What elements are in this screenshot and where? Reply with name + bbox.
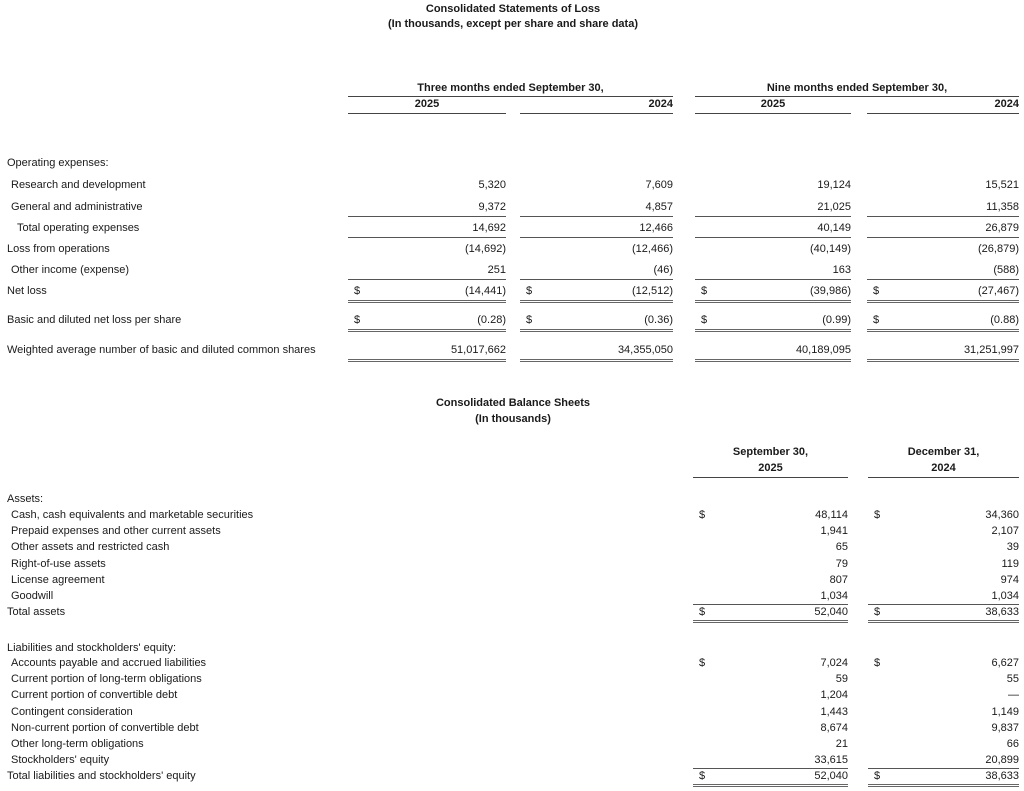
value-cell: [693, 754, 848, 769]
value-cell: [868, 657, 1019, 671]
group-header-rule: [348, 96, 673, 97]
value: 1,204: [820, 689, 848, 702]
value-cell: [868, 706, 1019, 720]
value: 40,149: [817, 222, 851, 234]
value: 4,857: [645, 201, 673, 213]
section-label-operating-expenses: Operating expenses:: [7, 157, 109, 169]
value: 79: [835, 557, 848, 570]
dollar-sign: $: [873, 314, 880, 326]
dollar-sign: $: [526, 285, 533, 297]
value-cell: [867, 201, 1019, 217]
dollar-sign: $: [873, 285, 880, 297]
row-label: Goodwill: [11, 590, 54, 602]
value: 51,017,662: [450, 344, 506, 356]
value: (0.28): [477, 314, 506, 326]
row-label: Total liabilities and stockholders' equity: [7, 770, 196, 783]
bs-column-header-line2: 2025: [758, 462, 783, 474]
value: 65: [835, 541, 848, 554]
column-header-rule: [520, 113, 673, 114]
value-cell: [868, 770, 1019, 787]
value-cell: [868, 574, 1019, 588]
value: 33,615: [814, 754, 848, 767]
dollar-sign: $: [699, 770, 706, 783]
value-cell: [867, 243, 1019, 258]
row-label: License agreement: [11, 573, 105, 586]
row-label: Total operating expenses: [17, 222, 140, 234]
value-cell: [695, 201, 851, 217]
value-cell: [695, 243, 851, 258]
value: 1,034: [820, 590, 848, 602]
row-label: Current portion of convertible debt: [11, 689, 178, 702]
column-header-rule: [695, 113, 851, 114]
value-cell: [693, 525, 848, 539]
row-label: Loss from operations: [7, 243, 110, 255]
income-statement-title: Consolidated Statements of Loss: [425, 3, 601, 15]
section-label-liabilities: Liabilities and stockholders' equity:: [7, 642, 177, 654]
value: 1,149: [991, 705, 1019, 718]
value-cell: [348, 243, 506, 258]
value: 52,040: [814, 770, 848, 783]
value-cell: [695, 344, 851, 362]
value: 39: [1006, 541, 1019, 554]
dollar-sign: $: [701, 314, 708, 326]
value: 48,114: [815, 509, 848, 521]
value-cell: [868, 738, 1019, 752]
value-cell: [693, 606, 848, 623]
value: 807: [829, 573, 848, 586]
dollar-sign: $: [874, 509, 881, 521]
value-cell: [868, 525, 1019, 539]
value: 2,107: [991, 525, 1019, 538]
value-cell: [693, 541, 848, 555]
value: 11,358: [986, 201, 1019, 213]
dollar-sign: $: [526, 314, 533, 326]
row-label: Contingent consideration: [11, 705, 133, 718]
value-cell: [693, 689, 848, 703]
value-cell: [868, 606, 1019, 623]
value-cell: [348, 285, 506, 303]
value: 38,633: [985, 770, 1019, 783]
value-cell: [348, 314, 506, 332]
value-cell: [867, 222, 1019, 238]
value-cell: [520, 179, 673, 194]
column-header: 2024: [994, 98, 1019, 110]
dollar-sign: $: [699, 509, 706, 521]
value: 34,355,050: [617, 344, 673, 356]
value-cell: [695, 222, 851, 238]
balance-sheet-title: Consolidated Balance Sheets: [435, 397, 591, 409]
value: 1,443: [820, 705, 848, 718]
row-label: Basic and diluted net loss per share: [7, 314, 182, 326]
value: (39,986): [810, 285, 851, 297]
row-label: Right-of-use assets: [11, 557, 106, 570]
value-cell: [868, 541, 1019, 555]
value-cell: [348, 179, 506, 194]
dollar-sign: $: [699, 657, 706, 669]
row-label: General and administrative: [11, 201, 143, 213]
value: (27,467): [978, 285, 1019, 297]
group-header-three-months: Three months ended September 30,: [417, 82, 604, 94]
value-cell: [868, 558, 1019, 572]
section-label-assets: Assets:: [7, 493, 44, 505]
value-cell: [867, 264, 1019, 280]
value: (14,692): [465, 243, 506, 255]
value: 9,372: [478, 201, 506, 213]
row-label: Other income (expense): [11, 264, 129, 276]
bs-column-header-line2: 2024: [931, 462, 956, 474]
column-header-rule: [348, 113, 506, 114]
value-cell: [348, 344, 506, 362]
value-cell: [695, 264, 851, 280]
value: (0.99): [822, 314, 851, 326]
value: (14,441): [465, 285, 506, 297]
row-label: Accounts payable and accrued liabilities: [11, 657, 207, 669]
value: 15,521: [985, 179, 1019, 191]
value-cell: [867, 285, 1019, 303]
value: 31,251,997: [963, 344, 1019, 356]
value-cell: [867, 179, 1019, 194]
value-cell: [693, 657, 848, 671]
row-label: Research and development: [11, 179, 146, 191]
value: (40,149): [810, 243, 851, 255]
value-cell: [520, 314, 673, 332]
column-header: 2024: [648, 98, 673, 110]
value: 7,024: [820, 657, 848, 669]
row-label: Total assets: [7, 606, 66, 619]
dollar-sign: $: [874, 770, 881, 783]
value-cell: [868, 673, 1019, 687]
bs-column-header-line1: December 31,: [907, 446, 980, 458]
dollar-sign: $: [874, 657, 881, 669]
income-statement-subtitle: (In thousands, except per share and share data): [387, 18, 638, 30]
value-cell: [520, 285, 673, 303]
value: 21,025: [817, 201, 851, 213]
group-header-nine-months: Nine months ended September 30,: [766, 82, 948, 94]
bs-column-header-rule: [868, 477, 1019, 478]
value: 21: [835, 738, 848, 750]
value: 14,692: [472, 222, 506, 234]
value: 974: [1000, 573, 1019, 586]
value-cell: [693, 770, 848, 787]
value: (0.36): [644, 314, 673, 326]
row-label: Other long-term obligations: [11, 738, 144, 750]
value: 34,360: [985, 509, 1019, 521]
value-cell: [867, 344, 1019, 362]
group-header-rule: [695, 96, 1019, 97]
value-cell: [693, 509, 848, 523]
value-cell: [693, 558, 848, 572]
value: (26,879): [978, 243, 1019, 255]
value: 5,320: [478, 179, 506, 191]
row-label: Stockholders' equity: [11, 754, 110, 767]
bs-column-header-rule: [693, 477, 848, 478]
value: 9,837: [991, 721, 1019, 734]
row-label: Cash, cash equivalents and marketable securities: [11, 509, 254, 521]
row-label: Net loss: [7, 285, 47, 297]
column-header: 2025: [414, 98, 440, 110]
value-cell: [693, 574, 848, 588]
value-cell: [695, 179, 851, 194]
value: 52,040: [814, 606, 848, 619]
value: 8,674: [820, 721, 848, 734]
value: 119: [1001, 557, 1019, 570]
value-cell: [693, 590, 848, 605]
value: (588): [993, 264, 1019, 276]
row-label: Other assets and restricted cash: [11, 541, 170, 554]
value: 38,633: [985, 606, 1019, 619]
value: 6,627: [991, 657, 1019, 669]
dollar-sign: $: [701, 285, 708, 297]
value-cell: [693, 706, 848, 720]
value: 251: [487, 264, 506, 276]
value: 20,899: [985, 754, 1019, 767]
row-label: Non-current portion of convertible debt: [11, 721, 199, 734]
value: 7,609: [645, 179, 673, 191]
value-cell: [693, 738, 848, 752]
value: 1,034: [991, 590, 1019, 602]
row-label: Prepaid expenses and other current assets: [11, 525, 221, 538]
value-cell: [520, 201, 673, 217]
value-cell: [693, 673, 848, 687]
value-cell: [868, 722, 1019, 736]
column-header-rule: [867, 113, 1019, 114]
balance-sheet-subtitle: (In thousands): [475, 413, 551, 425]
value-cell: [348, 264, 506, 280]
column-header: 2025: [760, 98, 786, 110]
value: (0.88): [990, 314, 1019, 326]
value-cell: [867, 314, 1019, 332]
value: 1,941: [820, 525, 848, 538]
value-cell: [868, 509, 1019, 523]
value-cell: [868, 754, 1019, 769]
value-cell: [868, 590, 1019, 605]
value-cell: [695, 314, 851, 332]
dollar-sign: $: [354, 285, 361, 297]
value-cell: [693, 722, 848, 736]
value-cell: [520, 264, 673, 280]
value-cell: [348, 201, 506, 217]
value: 66: [1006, 738, 1019, 750]
bs-column-header-line1: September 30,: [732, 446, 809, 458]
value: —: [1008, 689, 1019, 702]
value: 19,124: [817, 179, 851, 191]
value: 12,466: [639, 222, 673, 234]
value-cell: [348, 222, 506, 238]
value-cell: [695, 285, 851, 303]
row-label: Weighted average number of basic and diluted common shares: [7, 344, 316, 356]
value-cell: [868, 689, 1019, 703]
value-cell: [520, 243, 673, 258]
value: (12,512): [632, 285, 673, 297]
value: 40,189,095: [795, 344, 851, 356]
value-cell: [520, 344, 673, 362]
value: 163: [832, 264, 851, 276]
value: 26,879: [985, 222, 1019, 234]
value: (46): [653, 264, 673, 276]
dollar-sign: $: [874, 606, 881, 619]
row-label: Current portion of long-term obligations: [11, 673, 202, 686]
value-cell: [520, 222, 673, 238]
value: 55: [1006, 673, 1019, 686]
value: (12,466): [632, 243, 673, 255]
dollar-sign: $: [699, 606, 706, 619]
dollar-sign: $: [354, 314, 361, 326]
value: 59: [835, 673, 848, 686]
